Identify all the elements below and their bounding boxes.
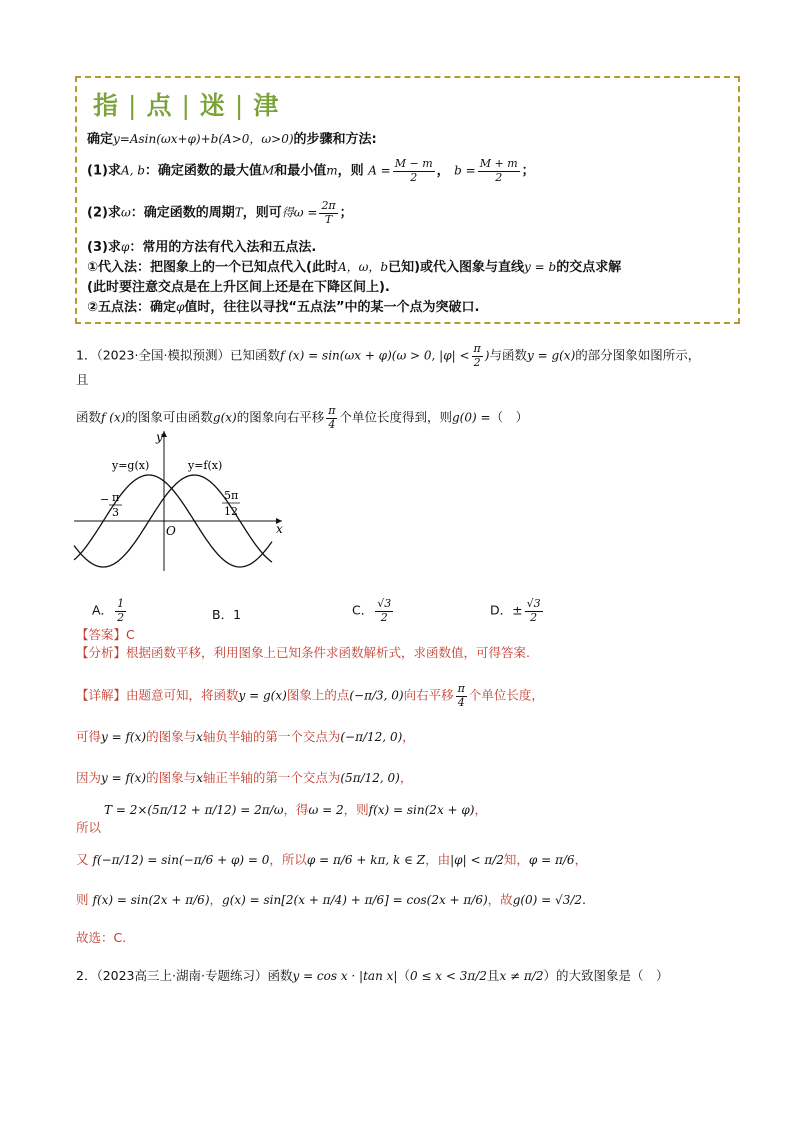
title-sep: | [128, 91, 139, 120]
fraction: $\frac{M + m}{2}$ [479, 157, 518, 184]
title-char: 迷 [199, 91, 227, 120]
fraction: $\frac{\pi}{4}$ [457, 682, 465, 709]
option-d[interactable]: D．± $\frac{√3}{2}$ [490, 597, 541, 624]
tip-line-2: (1)求A, b：确定函数的最大值M和最小值m，则 A = $\frac{M - m}{2}$ ， b = $\frac{M + m}{2}$ ； [87, 157, 535, 184]
title-char: 津 [253, 91, 281, 120]
q1-line-2: 函数f (x)的图象可由函数g(x)的图象向右平移 $\frac{\pi}{4}$ 个单位长度得到，则g(0) =（ ） [76, 404, 529, 431]
q1-line-1: 1．（2023·全国·模拟预测）已知函数f (x) = sin(ωx + φ)(ω > 0, |φ| < $\frac{\pi}{2}$ )与函数y = g(x)的部分图象如图所示， [76, 342, 701, 369]
detail-line-1: 【详解】由题意可知，将函数y = g(x)图象上的点(−π/3, 0)向右平移 $\frac{\pi}{4}$ 个单位长度， [76, 682, 544, 709]
title-char: 指 [93, 91, 121, 120]
pos-tick-num: 5π [224, 489, 239, 502]
origin-label: O [166, 524, 176, 538]
detail-line-4: T = 2×(5π/12 + π/12) = 2π/ω，得ω = 2，则f(x) = sin(2x + φ)， [104, 802, 487, 817]
tip-line-6: (此时要注意交点是在上升区间上还是在下降区间上). [87, 280, 390, 295]
option-a[interactable]: A． $\frac{1}{2}$ [92, 597, 125, 624]
fraction: $\frac{2\pi}{T}$ [321, 199, 336, 226]
fraction: $\frac{\pi}{4}$ [328, 404, 336, 431]
detail-line-5: 又 f(−π/12) = sin(−π/6 + φ) = 0，所以φ = π/6 + kπ, k ∈ Z，由|φ| < π/2知，φ = π/6， [76, 852, 588, 867]
fraction: $\frac{√3}{2}$ [526, 597, 541, 624]
neg-tick-sign: − [100, 493, 110, 506]
tip-line-4: (3)求φ：常用的方法有代入法和五点法. [87, 240, 317, 255]
analysis-line: 【分析】根据函数平移，利用图象上已知条件求函数解析式，求函数值，可得答案. [76, 645, 530, 660]
neg-tick-num: π [112, 491, 120, 504]
detail-line-6: 则 f(x) = sin(2x + π/6)，g(x) = sin[2(x + π/4) + π/6] = cos(2x + π/6)，故g(0) = √3/2. [76, 892, 586, 907]
sine-graph [72, 425, 292, 573]
tip-line-1: 确定y=Asin(ωx+φ)+b(A>0，ω>0)的步骤和方法: [87, 132, 377, 147]
pos-tick-den: 12 [224, 505, 238, 518]
detail-so: 所以 [76, 820, 102, 835]
fraction: $\frac{M - m}{2}$ [394, 157, 433, 184]
tip-line-7: ②五点法：确定φ值时，往往以寻找“五点法”中的某一个点为突破口. [87, 300, 480, 315]
title-sep: | [181, 91, 192, 120]
tip-line-5: ①代入法：把图象上的一个已知点代入(此时A，ω，b已知)或代入图象与直线y = b的交点求解 [87, 260, 622, 275]
label-g: y=g(x) [112, 459, 150, 472]
detail-line-2: 可得y = f(x)的图象与x轴负半轴的第一个交点为(−π/12, 0)， [76, 729, 415, 744]
fraction: $\frac{√3}{2}$ [377, 597, 392, 624]
fraction: $\frac{\pi}{2}$ [473, 342, 481, 369]
q2-line: 2．（2023高三上·湖南·专题练习）函数y = cos x · |tan x|（0 ≤ x < 3π/2且x ≠ π/2）的大致图象是（ ） [76, 968, 669, 983]
tip-line-3: (2)求ω：确定函数的周期T，则可得ω = $\frac{2\pi}{T}$ ； [87, 199, 353, 226]
detail-line-3: 因为y = f(x)的图象与x轴正半轴的第一个交点为(5π/12, 0)， [76, 770, 413, 785]
neg-tick-den: 3 [112, 506, 119, 519]
tip-box [75, 76, 740, 324]
y-axis-label: y [156, 430, 163, 444]
tip-title [93, 86, 280, 122]
title-char: 点 [146, 91, 174, 120]
x-axis-label: x [276, 522, 283, 536]
option-b[interactable]: B．1 [212, 607, 242, 622]
q1-line-and: 且 [76, 372, 89, 387]
label-f: y=f(x) [188, 459, 223, 472]
title-sep: | [234, 91, 246, 120]
answer-line: 【答案】C [76, 627, 135, 642]
choose-line: 故选：C. [76, 930, 127, 945]
option-c[interactable]: C． $\frac{√3}{2}$ [352, 597, 392, 624]
fraction: $\frac{1}{2}$ [117, 597, 125, 624]
